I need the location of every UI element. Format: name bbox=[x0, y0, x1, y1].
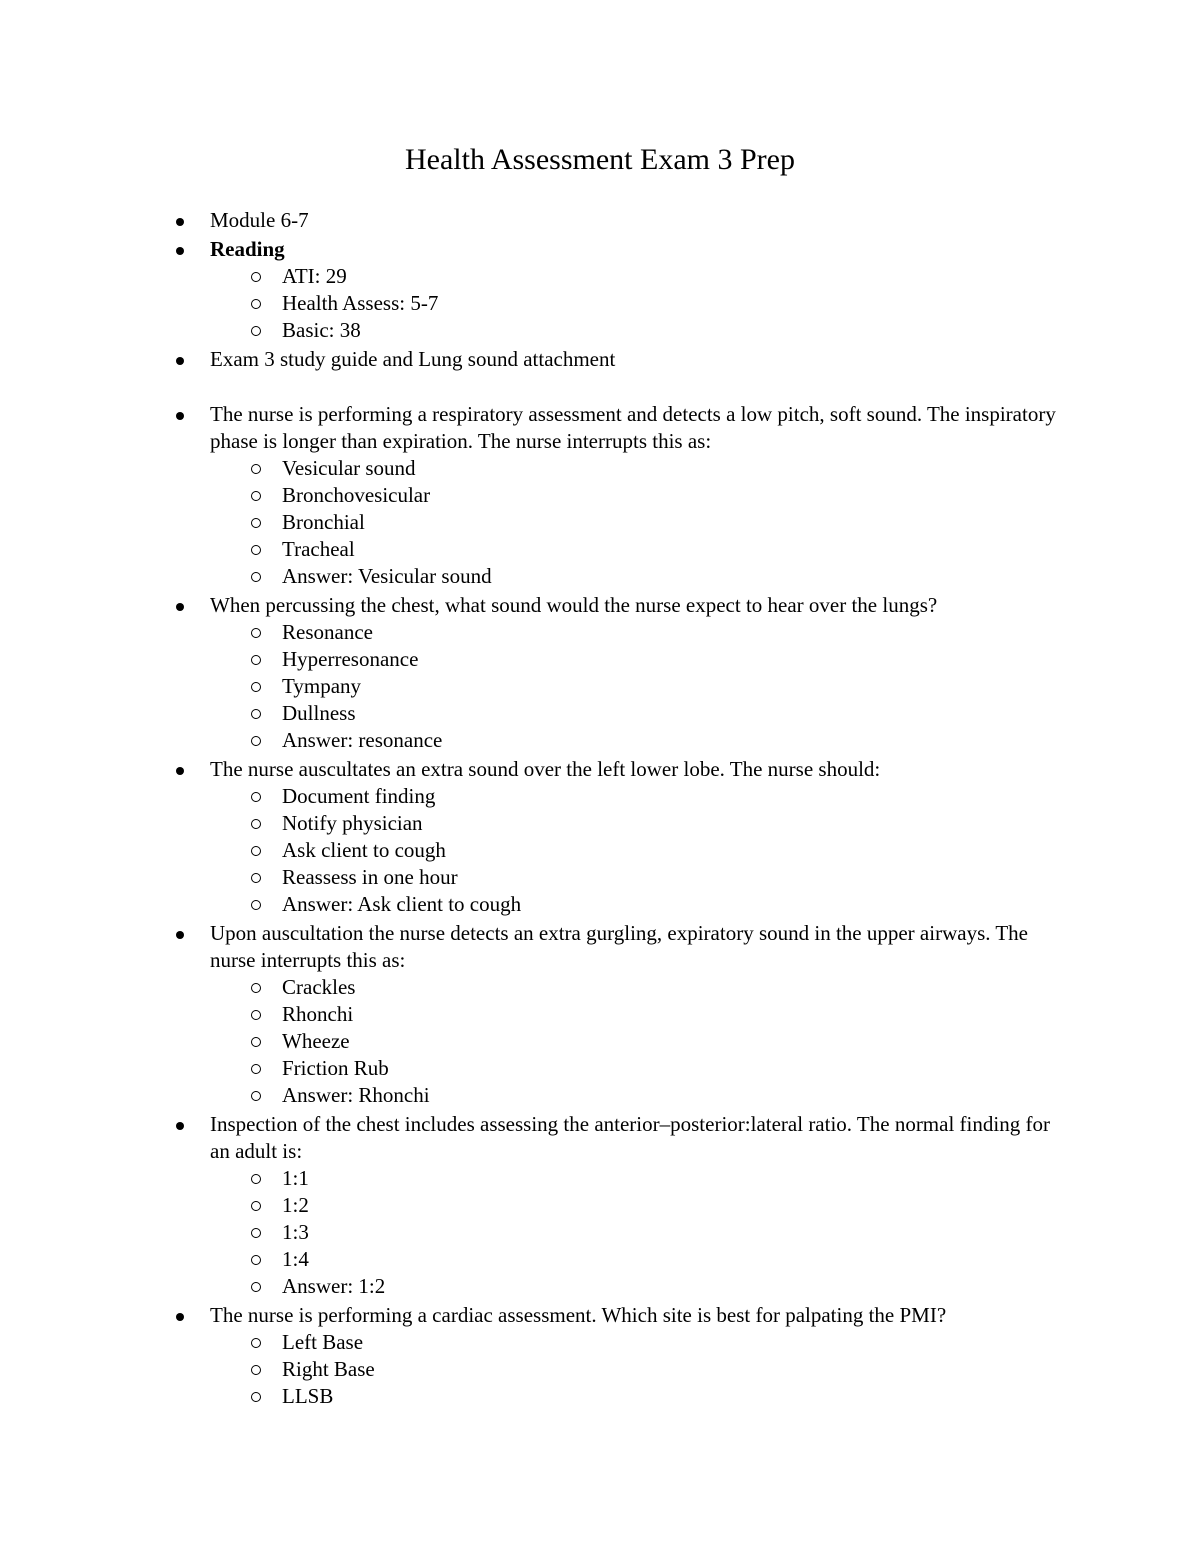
page-title: Health Assessment Exam 3 Prep bbox=[405, 143, 795, 176]
sub-item-text: Resonance bbox=[282, 620, 373, 644]
sub-item-text: Health Assess: 5-7 bbox=[282, 291, 439, 315]
sub-item bbox=[282, 783, 1070, 810]
sub-item-text: Document finding bbox=[282, 784, 436, 808]
question-4-subitems bbox=[210, 974, 1070, 1109]
sub-item-text: Tympany bbox=[282, 674, 362, 698]
sub-item-text: Answer: 1:2 bbox=[282, 1274, 386, 1298]
hollow-bullet-icon bbox=[251, 1174, 261, 1184]
sub-item-text: Wheeze bbox=[282, 1029, 350, 1053]
hollow-bullet-icon bbox=[251, 1010, 261, 1020]
sub-item bbox=[282, 837, 1070, 864]
sub-item bbox=[282, 646, 1070, 673]
hollow-bullet-icon bbox=[251, 545, 261, 555]
hollow-bullet-icon bbox=[251, 900, 261, 910]
hollow-bullet-icon bbox=[251, 572, 261, 582]
intro-item-3-text: Exam 3 study guide and Lung sound attachment bbox=[210, 347, 616, 371]
question-5-subitems bbox=[210, 1165, 1070, 1300]
sub-item bbox=[282, 1383, 1070, 1410]
sub-item-text: Answer: resonance bbox=[282, 728, 443, 752]
sub-item bbox=[282, 700, 1070, 727]
sub-item bbox=[282, 891, 1070, 918]
sub-item bbox=[282, 810, 1070, 837]
sub-item-text: Ask client to cough bbox=[282, 838, 446, 862]
sub-item bbox=[282, 1219, 1070, 1246]
question-3-subitems bbox=[210, 783, 1070, 918]
hollow-bullet-icon bbox=[251, 655, 261, 665]
hollow-bullet-icon bbox=[251, 792, 261, 802]
sub-item-text: Bronchovesicular bbox=[282, 483, 431, 507]
sub-item bbox=[282, 290, 1070, 317]
intro-item-1 bbox=[210, 207, 1070, 234]
hollow-bullet-icon bbox=[251, 1228, 261, 1238]
question-2-text: When percussing the chest, what sound would the nurse expect to hear over the lungs? bbox=[210, 593, 938, 617]
hollow-bullet-icon bbox=[251, 518, 261, 528]
bullet-icon bbox=[176, 218, 184, 226]
sub-item bbox=[282, 619, 1070, 646]
hollow-bullet-icon bbox=[251, 682, 261, 692]
question-1 bbox=[210, 401, 1070, 590]
sub-item-text: Bronchial bbox=[282, 510, 365, 534]
sub-item bbox=[282, 673, 1070, 700]
hollow-bullet-icon bbox=[251, 709, 261, 719]
sub-item bbox=[282, 1001, 1070, 1028]
sub-item bbox=[282, 455, 1070, 482]
question-3-text: The nurse auscultates an extra sound over the left lower lobe. The nurse should: bbox=[210, 757, 881, 781]
intro-item-2-text: Reading bbox=[210, 237, 285, 261]
question-1-text: The nurse is performing a respiratory assessment and detects a low pitch, soft sound. The inspiratory phase is longer than expiration. The nurse interrupts this as: bbox=[210, 402, 1056, 453]
question-1-subitems bbox=[210, 455, 1070, 590]
intro-item-2 bbox=[210, 236, 1070, 344]
bullet-icon bbox=[176, 1313, 184, 1321]
question-5-text: Inspection of the chest includes assessing the anterior–posterior:lateral ratio. The normal finding for an adult is: bbox=[210, 1112, 1050, 1163]
sub-item-text: Tracheal bbox=[282, 537, 355, 561]
sub-item-text: Answer: Vesicular sound bbox=[282, 564, 492, 588]
sub-item bbox=[282, 1082, 1070, 1109]
question-6-subitems bbox=[210, 1329, 1070, 1410]
hollow-bullet-icon bbox=[251, 272, 261, 282]
intro-item-3 bbox=[210, 346, 1070, 373]
sub-item-text: Crackles bbox=[282, 975, 356, 999]
sub-item bbox=[282, 1246, 1070, 1273]
bullet-icon bbox=[176, 1122, 184, 1130]
question-4-text: Upon auscultation the nurse detects an extra gurgling, expiratory sound in the upper airways. The nurse interrupts this as: bbox=[210, 921, 1029, 972]
sub-item bbox=[282, 1192, 1070, 1219]
sub-item-text: Vesicular sound bbox=[282, 456, 416, 480]
question-3 bbox=[210, 756, 1070, 918]
hollow-bullet-icon bbox=[251, 1392, 261, 1402]
hollow-bullet-icon bbox=[251, 1037, 261, 1047]
bullet-icon bbox=[176, 767, 184, 775]
bullet-icon bbox=[176, 603, 184, 611]
sub-item bbox=[282, 864, 1070, 891]
hollow-bullet-icon bbox=[251, 1201, 261, 1211]
sub-item-text: ATI: 29 bbox=[282, 264, 347, 288]
bullet-icon bbox=[176, 357, 184, 365]
hollow-bullet-icon bbox=[251, 1091, 261, 1101]
sub-item bbox=[282, 1356, 1070, 1383]
hollow-bullet-icon bbox=[251, 1365, 261, 1375]
hollow-bullet-icon bbox=[251, 983, 261, 993]
hollow-bullet-icon bbox=[251, 1255, 261, 1265]
bullet-icon bbox=[176, 412, 184, 420]
sub-item bbox=[282, 1028, 1070, 1055]
sub-item-text: 1:3 bbox=[282, 1220, 309, 1244]
hollow-bullet-icon bbox=[251, 1064, 261, 1074]
hollow-bullet-icon bbox=[251, 819, 261, 829]
hollow-bullet-icon bbox=[251, 326, 261, 336]
question-6-text: The nurse is performing a cardiac assessment. Which site is best for palpating the PMI? bbox=[210, 1303, 947, 1327]
sub-item bbox=[282, 1329, 1070, 1356]
hollow-bullet-icon bbox=[251, 299, 261, 309]
hollow-bullet-icon bbox=[251, 491, 261, 501]
sub-item-text: Hyperresonance bbox=[282, 647, 419, 671]
sub-item-text: Notify physician bbox=[282, 811, 423, 835]
question-5 bbox=[210, 1111, 1070, 1300]
hollow-bullet-icon bbox=[251, 736, 261, 746]
sub-item-text: 1:4 bbox=[282, 1247, 309, 1271]
sub-item bbox=[282, 1055, 1070, 1082]
sub-item bbox=[282, 482, 1070, 509]
section-spacer bbox=[210, 373, 1070, 401]
sub-item-text: 1:1 bbox=[282, 1166, 309, 1190]
hollow-bullet-icon bbox=[251, 873, 261, 883]
sub-item-text: LLSB bbox=[282, 1384, 334, 1408]
sub-item bbox=[282, 974, 1070, 1001]
question-2 bbox=[210, 592, 1070, 754]
sub-item bbox=[282, 536, 1070, 563]
intro-item-2-subitems bbox=[210, 263, 1070, 344]
hollow-bullet-icon bbox=[251, 628, 261, 638]
bullet-icon bbox=[176, 247, 184, 255]
question-6 bbox=[210, 1302, 1070, 1410]
sub-item-text: Left Base bbox=[282, 1330, 364, 1354]
bullet-icon bbox=[176, 931, 184, 939]
sub-item-text: Basic: 38 bbox=[282, 318, 361, 342]
sub-item-text: Reassess in one hour bbox=[282, 865, 458, 889]
intro-item-1-text: Module 6-7 bbox=[210, 208, 309, 232]
sub-item-text: Dullness bbox=[282, 701, 356, 725]
sub-item bbox=[282, 1273, 1070, 1300]
sub-item-text: Rhonchi bbox=[282, 1002, 354, 1026]
sub-item bbox=[282, 727, 1070, 754]
hollow-bullet-icon bbox=[251, 846, 261, 856]
sub-item bbox=[282, 509, 1070, 536]
sub-item bbox=[282, 563, 1070, 590]
sub-item-text: Friction Rub bbox=[282, 1056, 389, 1080]
question-4 bbox=[210, 920, 1070, 1109]
document-body bbox=[210, 207, 1070, 1410]
sub-item-text: Answer: Rhonchi bbox=[282, 1083, 430, 1107]
sub-item-text: 1:2 bbox=[282, 1193, 309, 1217]
hollow-bullet-icon bbox=[251, 1282, 261, 1292]
hollow-bullet-icon bbox=[251, 464, 261, 474]
sub-item-text: Right Base bbox=[282, 1357, 375, 1381]
sub-item bbox=[282, 263, 1070, 290]
question-2-subitems bbox=[210, 619, 1070, 754]
sub-item-text: Answer: Ask client to cough bbox=[282, 892, 522, 916]
hollow-bullet-icon bbox=[251, 1338, 261, 1348]
sub-item bbox=[282, 1165, 1070, 1192]
sub-item bbox=[282, 317, 1070, 344]
